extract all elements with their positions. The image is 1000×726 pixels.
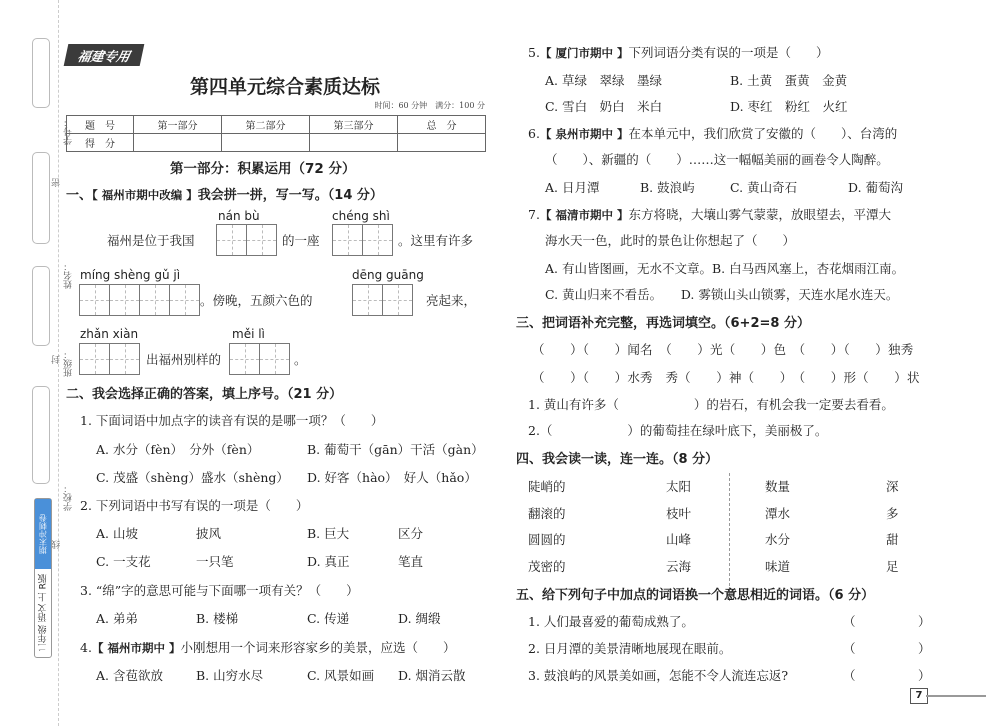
q5-option-a[interactable]: A. 草绿 翠绿 墨绿 <box>545 73 662 88</box>
q5-option-b[interactable]: B. 土黄 蛋黄 金黄 <box>730 73 848 88</box>
grade-tag <box>34 498 52 658</box>
school-label: 学校： <box>64 484 74 511</box>
q2-s4-number: 4. <box>80 640 92 655</box>
q6-text: 在本单元中，我们欣赏了安徽的（ ）、台湾的 <box>628 126 898 141</box>
q7-text: 东方将晓，大壤山雾气蒙蒙，放眼望去，平潭大 <box>628 207 891 222</box>
q7-options-cd[interactable]: C. 黄山归来不看岳。 D. 雾锁山头山锁雾，天连水尾水连天。 <box>545 287 899 302</box>
q1-line1-a: 福州是位于我国 <box>107 233 195 248</box>
q2-s1-option-b[interactable]: B. 葡萄干（gān）干活（gàn） <box>307 442 484 457</box>
q6-option-d[interactable]: D. 葡萄沟 <box>848 180 904 195</box>
q2-s2-option-a[interactable]: A. 山坡 <box>96 526 138 541</box>
q5-number: 5. <box>528 45 540 60</box>
writing-grid-meili[interactable] <box>229 343 290 375</box>
q2-s1-option-a[interactable]: A. 水分（fèn） 分外（fèn） <box>96 442 260 457</box>
writing-grid-nanbu[interactable] <box>216 224 277 256</box>
q6-option-a[interactable]: A. 日月潭 <box>545 180 600 195</box>
q1-source: 【 福州市期中改编 】 <box>92 188 198 202</box>
school-box[interactable] <box>32 386 50 484</box>
q5-stem <box>528 43 828 61</box>
score-header-cell: 第二部分 <box>222 116 310 134</box>
q4-col4-item[interactable]: 甜 <box>886 532 899 547</box>
class-box[interactable] <box>32 266 50 346</box>
q2-s2-option-c2: 一只笔 <box>196 554 234 569</box>
q5b-heading: 五、给下列句子中加点的词语换一个意思相近的词语。（6 分） <box>516 588 875 603</box>
writing-grid-chengshi[interactable] <box>332 224 393 256</box>
score-row-label: 得 分 <box>67 134 134 152</box>
score-table <box>66 115 486 152</box>
name-box[interactable] <box>32 152 50 244</box>
score-header-cell: 第一部分 <box>134 116 222 134</box>
q4-col2-item[interactable]: 云海 <box>666 559 692 574</box>
seal-mark-xian: 线 <box>52 540 62 549</box>
q2-s2-option-d2: 笔直 <box>398 554 424 569</box>
page-number-bar <box>926 695 986 697</box>
q1-line3-a: 出福州别样的 <box>146 352 222 367</box>
writing-grid-mingshenggujì[interactable] <box>79 284 200 316</box>
q3-s2[interactable]: 2.（ ）的葡萄挂在绿叶底下，美丽极了。 <box>528 423 828 438</box>
q3-heading: 三、把词语补充完整，再选词填空。（6+2=8 分） <box>516 316 810 331</box>
q5b-s1: 1. 人们最喜爱的葡萄成熟了。 <box>528 614 694 629</box>
q7-source: 【 福清市期中 】 <box>539 208 629 222</box>
q2-s1: 1. 下面词语中加点字的读音有误的是哪一项？（ ） <box>80 413 384 428</box>
part1-title: 第一部分：积累运用（72 分） <box>170 161 356 177</box>
pinyin-zhanxian: zhǎn xiàn <box>80 327 139 341</box>
q1-line2-a: 。傍晚，五颜六色的 <box>200 293 313 308</box>
series-label: 期末冲刺卷 <box>35 499 51 569</box>
score-header-cell: 总 分 <box>397 116 485 134</box>
q2-s4 <box>80 638 455 656</box>
q4-col3-item[interactable]: 水分 <box>765 532 791 547</box>
q2-s1-option-d[interactable]: D. 好客（hào） 好人（hǎo） <box>307 470 477 485</box>
q2-s4-option-b[interactable]: B. 山穷水尽 <box>196 668 264 683</box>
q1-number: 一、 <box>66 188 93 203</box>
region-tag: 福建专用 <box>64 44 145 66</box>
q2-s3-option-d[interactable]: D. 绸缎 <box>398 611 441 626</box>
writing-grid-zhanxian[interactable] <box>79 343 140 375</box>
q1-line2-b: 亮起来， <box>426 293 477 308</box>
score-cell[interactable] <box>397 134 485 152</box>
q5b-s3-blank[interactable]: （ ） <box>843 668 931 683</box>
q1-line1-c: 。这里有许多 <box>398 233 474 248</box>
q2-s4-source: 【 福州市期中 】 <box>91 641 181 655</box>
q6-number: 6. <box>528 126 540 141</box>
q3-row2[interactable]: （ ）（ ）水秀 秀（ ）神（ ） （ ）形（ ）状 <box>532 370 920 385</box>
q4-col4-item[interactable]: 深 <box>886 479 899 494</box>
pinyin-nanbu: nán bù <box>218 209 260 223</box>
q6-source: 【 泉州市期中 】 <box>539 127 629 141</box>
q2-s4-option-c[interactable]: C. 风景如画 <box>307 668 375 683</box>
q1-line1-b: 的一座 <box>282 233 320 248</box>
writing-grid-dengguang[interactable] <box>352 284 413 316</box>
q4-col1-item[interactable]: 茂密的 <box>528 559 566 574</box>
q2-s2-option-a2: 披风 <box>196 526 222 541</box>
q5-option-d[interactable]: D. 枣红 粉红 火红 <box>730 99 848 114</box>
q5-text: 下列词语分类有误的一项是（ ） <box>628 45 829 60</box>
q6-stem <box>528 124 897 142</box>
q7-stem <box>528 205 891 223</box>
q5-source: 【 厦门市期中 】 <box>539 46 629 60</box>
pinyin-dengguang: dēng guāng <box>352 268 424 282</box>
q2-s4-option-a[interactable]: A. 含苞欲放 <box>96 668 163 683</box>
q6-option-b[interactable]: B. 鼓浪屿 <box>640 180 695 195</box>
q1-line3-b: 。 <box>294 352 307 367</box>
q4-col3-item[interactable]: 数量 <box>765 479 791 494</box>
q2-s2-option-b2: 区分 <box>398 526 424 541</box>
q2-s2: 2. 下列词语中书写有误的一项是（ ） <box>80 498 309 513</box>
q4-col1-item[interactable]: 翻滚的 <box>528 506 566 521</box>
score-cell[interactable] <box>310 134 398 152</box>
q4-col3-item[interactable]: 味道 <box>765 559 791 574</box>
q4-divider <box>729 473 730 601</box>
q2-s4-text: 小刚想用一个词来形容家乡的美景，应选（ ） <box>180 640 456 655</box>
q6-line2: （ ）、新疆的（ ）……这一幅幅美丽的画卷令人陶醉。 <box>545 152 889 167</box>
time-info: 时间：60 分钟 满分：100 分 <box>374 101 485 110</box>
q2-s2-option-b[interactable]: B. 巨大 <box>307 526 350 541</box>
page-number: 7 <box>910 688 928 704</box>
q2-heading: 二、我会选择正确的答案，填上序号。（21 分） <box>66 387 343 402</box>
score-cell[interactable] <box>134 134 222 152</box>
page-title: 第四单元综合素质达标 <box>189 76 380 98</box>
q4-col1-item[interactable]: 圆圆的 <box>528 532 566 547</box>
q4-col2-item[interactable]: 枝叶 <box>666 506 692 521</box>
student-id-label: 学号： <box>64 118 74 145</box>
seal-mark-feng: 封 <box>52 355 62 364</box>
q7-options-ab[interactable]: A. 有山皆图画，无水不文章。B. 白马西风塞上，杏花烟雨江南。 <box>545 261 905 276</box>
student-id-box[interactable] <box>32 38 50 108</box>
q6-option-c[interactable]: C. 黄山奇石 <box>730 180 798 195</box>
q4-col1-item[interactable]: 陡峭的 <box>528 479 566 494</box>
pinyin-meili: měi lì <box>232 327 265 341</box>
seal-mark-mi: 密 <box>52 178 62 187</box>
q5b-s2: 2. 日月潭的美景清晰地展现在眼前。 <box>528 641 732 656</box>
score-header-cell: 第三部分 <box>310 116 398 134</box>
pinyin-mingshenggujì: míng shèng gǔ jì <box>80 268 181 282</box>
q3-row1[interactable]: （ ）（ ）闻名 （ ）光（ ）色 （ ）（ ）独秀 <box>532 342 914 357</box>
grade-label: 二年级 语文 上 R版 <box>38 574 49 652</box>
q5b-s1-blank[interactable]: （ ） <box>843 614 931 629</box>
q4-heading: 四、我会读一读，连一连。（8 分） <box>516 452 719 467</box>
q4-col2-item[interactable]: 太阳 <box>666 479 692 494</box>
q4-col4-item[interactable]: 多 <box>886 506 899 521</box>
q7-line2: 海水天一色，此时的景色让你想起了（ ） <box>545 233 796 248</box>
q2-s1-option-c[interactable]: C. 茂盛（shèng）盛水（shèng） <box>96 470 289 485</box>
q2-s3: 3. “绵”字的意思可能与下面哪一项有关？（ ） <box>80 583 359 598</box>
name-label: 姓名： <box>64 262 74 289</box>
q5b-s2-blank[interactable]: （ ） <box>843 641 931 656</box>
q2-s2-option-d[interactable]: D. 真正 <box>307 554 350 569</box>
score-cell[interactable] <box>222 134 310 152</box>
class-label: 班级： <box>64 350 74 377</box>
pinyin-chengshi: chéng shì <box>332 209 390 223</box>
q5b-s3: 3. 鼓浪屿的风景美如画，怎能不令人流连忘返? <box>528 668 789 683</box>
q4-col2-item[interactable]: 山峰 <box>666 532 692 547</box>
q1-heading <box>66 184 383 203</box>
q5-option-c[interactable]: C. 雪白 奶白 米白 <box>545 99 663 114</box>
q4-col4-item[interactable]: 足 <box>886 559 899 574</box>
q2-s4-option-d[interactable]: D. 烟消云散 <box>398 668 466 683</box>
q4-col3-item[interactable]: 潭水 <box>765 506 791 521</box>
q3-s1[interactable]: 1. 黄山有许多（ ）的岩石，有机会我一定要去看看。 <box>528 397 894 412</box>
q1-heading-text: 我会拼一拼，写一写。（14 分） <box>197 188 383 203</box>
score-header-cell: 题 号 <box>67 116 134 134</box>
q2-s3-option-a[interactable]: A. 弟弟 <box>96 611 138 626</box>
q2-s3-option-c[interactable]: C. 传递 <box>307 611 350 626</box>
q7-number: 7. <box>528 207 540 222</box>
q2-s2-option-c[interactable]: C. 一支花 <box>96 554 151 569</box>
q2-s3-option-b[interactable]: B. 楼梯 <box>196 611 239 626</box>
